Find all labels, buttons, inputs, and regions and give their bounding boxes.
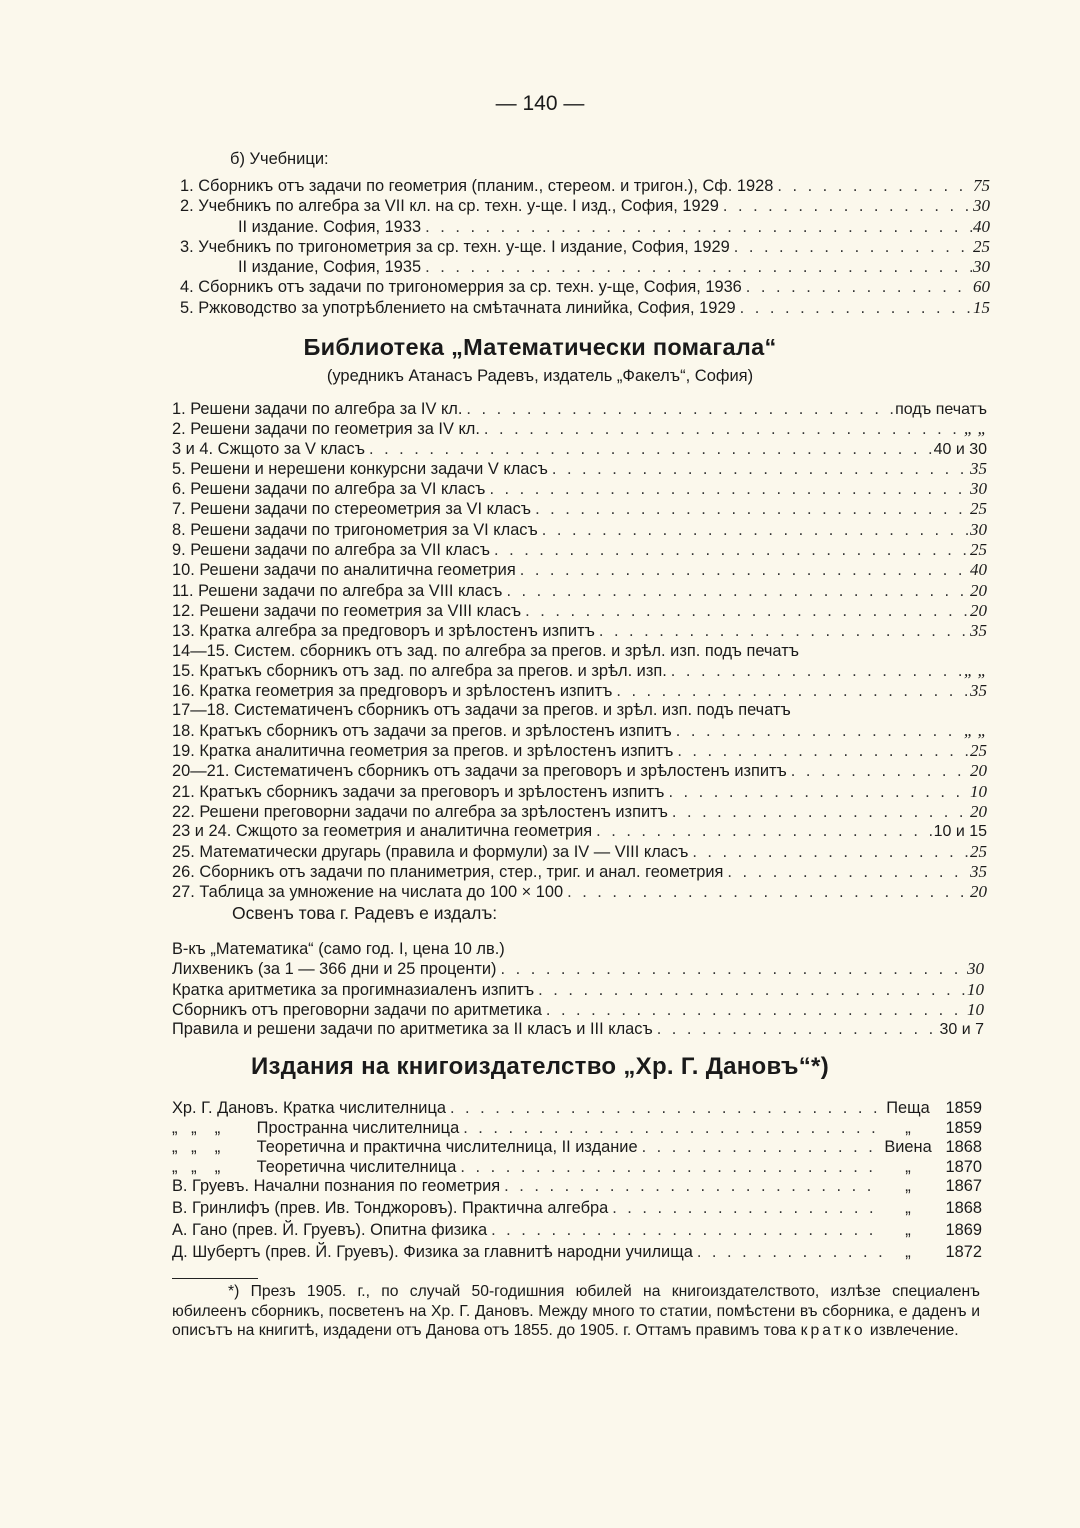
textbooks-item-value: 30	[973, 257, 990, 277]
textbooks-item	[180, 277, 990, 297]
textbooks-item	[180, 217, 990, 237]
leader-dots	[693, 1241, 882, 1263]
library-item	[172, 882, 987, 902]
library-item-text: 1. Решени задачи по алгебра за IV кл.	[172, 400, 463, 418]
danov-item-text: Хр. Г. Дановъ. Кратка числителница	[172, 1099, 446, 1117]
library-item-value: 25	[970, 741, 987, 761]
other-item-value: 10	[967, 979, 984, 999]
leader-dots	[516, 561, 970, 580]
leader-dots	[548, 460, 970, 479]
library-item-text: 14—15. Систем. сборникъ отъ зад. по алгебра за прегов. и зрѣл. изп. подъ печатъ	[172, 641, 799, 660]
library-item-text: 7. Решени задачи по стереометрия за VI класъ	[172, 500, 532, 519]
leader-dots	[653, 1020, 940, 1039]
leader-dots	[542, 1001, 967, 1020]
textbooks-item-text: II издание. София, 1933	[238, 217, 422, 236]
library-item	[172, 499, 987, 519]
library-item-value: 10 и 15	[933, 823, 987, 841]
danov-item-text: „ „ „ Теоретична числителница	[172, 1157, 457, 1176]
library-item	[172, 761, 987, 781]
leader-dots	[421, 218, 973, 237]
other-list	[172, 940, 984, 1039]
other-item	[172, 959, 984, 979]
library-item	[172, 862, 987, 882]
danov-item	[172, 1099, 982, 1119]
library-item	[172, 681, 987, 701]
danov-item-text: Д. Шубертъ (прев. Й. Груевъ). Физика за главнитѣ народни училища	[172, 1242, 693, 1261]
leader-dots	[521, 602, 970, 621]
library-list	[172, 400, 987, 902]
library-item	[172, 440, 987, 459]
other-item	[172, 1000, 984, 1020]
other-item-text: В-къ „Математика“ (само год. I, цена 10 лв.)	[172, 940, 505, 958]
library-title: Библиотека „Математически помагала“	[303, 334, 777, 360]
library-item-value: 40	[970, 560, 987, 580]
library-item	[172, 802, 987, 822]
leader-dots	[459, 1119, 882, 1139]
danov-item	[172, 1119, 982, 1139]
library-item-text: 11. Решени задачи по алгебра за VIII класъ	[172, 581, 503, 600]
textbooks-item	[180, 196, 990, 216]
leader-dots	[595, 622, 970, 641]
library-item-text: 21. Кратъкъ сборникъ задачи за преговоръ и зрѣлостенъ изпитъ	[172, 782, 665, 801]
library-item-value: 30	[970, 479, 987, 499]
leader-dots	[592, 822, 933, 841]
danov-item-year: 1868	[945, 1198, 982, 1217]
library-item-value: 20	[970, 761, 987, 781]
leader-dots	[673, 742, 970, 761]
leader-dots	[462, 400, 895, 419]
library-item	[172, 479, 987, 499]
library-item	[172, 842, 987, 862]
other-item-value: 10	[967, 999, 984, 1019]
library-item-text: 22. Решени преговорни задачи по алгебра за зрѣлостенъ изпитъ	[172, 802, 668, 821]
textbooks-item	[180, 237, 990, 257]
danov-item	[172, 1177, 982, 1197]
danov-item-place: Виена	[884, 1138, 932, 1156]
footnote-rule	[172, 1278, 258, 1279]
leader-dots	[502, 582, 970, 601]
danov-item-text: А. Гано (прев. Й. Груевъ). Опитна физика	[172, 1220, 488, 1239]
library-item-text: 13. Кратка алгебра за предговоръ и зрѣлостенъ изпитъ	[172, 622, 595, 641]
leader-dots	[773, 177, 973, 196]
leader-dots	[719, 197, 973, 216]
footnote-text-1: *) Презъ 1905. г., по случай 50-годишния юбилей на книгоиздателството, излѣзе специаленъ юбилеенъ сборникъ, посветенъ на Хр. Г. Дановъ. Между много то статии, помѣстени въ сборника, е даденъ и описътъ на книгитѣ, издадени отъ Данова отъ 1855. до 1905. г. Оттамъ правимъ това	[172, 1283, 980, 1339]
danov-item	[172, 1158, 982, 1178]
danov-item-place: „	[905, 1242, 911, 1261]
leader-dots	[668, 803, 970, 822]
danov-item	[172, 1219, 982, 1241]
footnote-spaced-word: кратко	[800, 1322, 866, 1339]
leader-dots	[688, 843, 970, 862]
leader-dots	[638, 1138, 882, 1158]
danov-item-text: В. Груевъ. Начални познания по геометрия	[172, 1177, 501, 1195]
danov-item-place: „	[905, 1118, 911, 1137]
library-item-value: 25	[970, 540, 987, 560]
leader-dots	[742, 278, 973, 297]
library-item-text: 2. Решени задачи по геометрия за IV кл.	[172, 420, 480, 439]
leader-dots	[485, 480, 970, 499]
library-item	[172, 782, 987, 802]
leader-dots	[563, 883, 970, 902]
library-item-value: „ „	[963, 720, 987, 740]
library-item	[172, 459, 987, 479]
library-item-text: 8. Решени задачи по тригонометрия за VI класъ	[172, 520, 538, 539]
library-item-text: 16. Кратка геометрия за предговоръ и зрѣлостенъ изпитъ	[172, 682, 613, 701]
textbooks-item-text: 5. Ржководство за употрѣблението на смѣтачната линийка, София, 1929	[180, 298, 736, 317]
textbooks-item-value: 15	[973, 297, 990, 317]
textbooks-item-text: 1. Сборникъ отъ задачи по геометрия (планим., стереом. и тригон.), Сф. 1928	[180, 177, 774, 195]
footnote	[172, 1282, 980, 1341]
leader-dots	[365, 440, 934, 459]
danov-item	[172, 1241, 982, 1263]
danov-item-text: „ „ „ Теоретична и практична числителница, II издание	[172, 1138, 638, 1156]
leader-dots	[421, 258, 973, 277]
leader-dots	[787, 762, 970, 781]
library-subtitle: (уредникъ Атанасъ Радевъ, издатель „Факелъ“, София)	[326, 367, 754, 385]
textbooks-item-text: 3. Учебникъ по тригонометрия за ср. техн. у-ще. I издание, София, 1929	[180, 237, 730, 256]
library-item	[172, 822, 987, 841]
textbooks-item	[180, 257, 990, 277]
leader-dots	[730, 238, 973, 257]
leader-dots	[608, 1197, 882, 1219]
library-item-text: 3 и 4. Сжщото за V класъ	[172, 439, 365, 458]
library-item-value: 20	[970, 580, 987, 600]
danov-item-year: 1870	[945, 1157, 982, 1176]
danov-item-year: 1859	[945, 1099, 982, 1117]
leader-dots	[487, 1219, 882, 1241]
leader-dots	[531, 500, 970, 519]
leader-dots	[667, 662, 964, 681]
library-item-text: 18. Кратъкъ сборникъ отъ задачи за прегов. и зрѣлостенъ изпитъ	[172, 721, 672, 740]
page-number: — 140 —	[495, 92, 585, 115]
textbooks-item-text: 4. Сборникъ отъ задачи по тригономеррия за ср. техн. у-ще, София, 1936	[180, 278, 742, 297]
leader-dots	[736, 299, 973, 318]
textbooks-item-text: 2. Учебникъ по алгебра за VII кл. на ср. техн. у-ще. I изд., София, 1929	[180, 197, 719, 216]
danov-item-year: 1867	[945, 1177, 982, 1195]
library-item-value: 10	[970, 781, 987, 801]
leader-dots	[480, 420, 964, 439]
library-item	[172, 642, 987, 661]
library-item-value: 20	[970, 801, 987, 821]
leader-dots	[538, 521, 970, 540]
leader-dots	[497, 960, 968, 979]
leader-dots	[612, 682, 970, 701]
library-item-value: 35	[970, 458, 987, 478]
danov-item-year: 1869	[945, 1220, 982, 1239]
library-item-value: 35	[970, 621, 987, 641]
textbooks-item-text: II издание, София, 1935	[238, 258, 422, 277]
library-item	[172, 540, 987, 560]
library-item	[172, 741, 987, 761]
other-item	[172, 1020, 984, 1039]
danov-title: Издания на книгоиздателство „Хр. Г. Дановъ“*)	[251, 1053, 829, 1080]
danov-item-year: 1859	[945, 1118, 982, 1137]
other-item-text: Кратка аритметика за прогимназиаленъ изпитъ	[172, 980, 535, 999]
leader-dots	[500, 1177, 882, 1197]
library-item-value: „ „	[963, 419, 987, 439]
leader-dots	[446, 1099, 882, 1119]
danov-item-text: „ „ „ Пространна числителница	[172, 1118, 460, 1137]
library-item	[172, 520, 987, 540]
library-item-text: 5. Решени и нерешени конкурсни задачи V класъ	[172, 459, 548, 478]
leader-dots	[490, 541, 970, 560]
danov-item-year: 1868	[945, 1138, 982, 1156]
danov-item-place: „	[905, 1177, 911, 1195]
textbooks-item	[180, 176, 990, 196]
library-item	[172, 701, 987, 720]
library-item	[172, 661, 987, 681]
other-item-value: 30	[967, 959, 984, 979]
library-item-value: 35	[970, 681, 987, 701]
library-item-text: 12. Решени задачи по геометрия за VIII класъ	[172, 601, 522, 620]
leader-dots	[664, 783, 970, 802]
other-item	[172, 980, 984, 1000]
danov-item-text: В. Гринлифъ (прев. Ив. Тонджоровъ). Практична алгебра	[172, 1198, 609, 1217]
library-item-text: 27. Таблица за умножение на числата до 100 × 100	[172, 883, 564, 902]
textbooks-item-value: 25	[973, 236, 990, 256]
leader-dots	[456, 1158, 882, 1178]
library-item-value: 40 и 30	[933, 440, 987, 458]
danov-item-place: „	[905, 1198, 911, 1217]
leader-dots	[723, 863, 970, 882]
textbooks-item-value: 40	[973, 216, 990, 236]
textbooks-item-value: 60	[973, 277, 990, 297]
library-item	[172, 419, 987, 439]
library-item-value: 30	[970, 519, 987, 539]
danov-item-place: „	[905, 1157, 911, 1176]
textbooks-item-value: 30	[973, 196, 990, 216]
library-item-value: 35	[970, 861, 987, 881]
library-item-text: 20—21. Систематиченъ сборникъ отъ задачи за преговоръ и зрѣлостенъ изпитъ	[172, 762, 787, 781]
library-item-value: 25	[970, 841, 987, 861]
library-item-text: 15. Кратъкъ сборникъ отъ зад. по алгебра за прегов. и зрѣл. изп.	[172, 661, 667, 680]
library-item-value: подъ печатъ	[895, 401, 987, 418]
leader-dots	[672, 722, 964, 741]
other-title: Освенъ това г. Радевъ е издалъ:	[232, 903, 498, 923]
footnote-text-2: извлечение.	[865, 1322, 959, 1339]
library-item	[172, 721, 987, 741]
library-item	[172, 601, 987, 621]
danov-item	[172, 1197, 982, 1219]
library-item	[172, 581, 987, 601]
library-item-text: 9. Решени задачи по алгебра за VII класъ	[172, 541, 490, 560]
leader-dots	[534, 981, 967, 1000]
library-item-text: 6. Решени задачи по алгебра за VI класъ	[172, 480, 486, 499]
library-item-text: 25. Математически другарь (правила и формули) за IV — VIII класъ	[172, 842, 689, 861]
library-item	[172, 560, 987, 580]
library-item-text: 17—18. Систематиченъ сборникъ отъ задачи за прегов. и зрѣл. изп. подъ печатъ	[172, 701, 791, 720]
textbooks-item-value: 75	[973, 176, 990, 195]
other-item-value: 30 и 7	[939, 1021, 984, 1039]
library-item	[172, 400, 987, 419]
library-item-text: 19. Кратка аналитична геометрия за прегов. и зрѣлостенъ изпитъ	[172, 742, 674, 761]
library-item-value: 20	[970, 882, 987, 902]
other-item-text: Лихвеникъ (за 1 — 366 дни и 25 проценти)	[172, 960, 497, 979]
textbooks-item	[180, 298, 990, 318]
library-item	[172, 621, 987, 641]
library-item-value: 20	[970, 600, 987, 620]
library-item-text: 26. Сборникъ отъ задачи по планиметрия, стер., триг. и анал. геометрия	[172, 862, 724, 881]
other-item-text: Правила и решени задачи по аритметика за II класъ и III класъ	[172, 1020, 653, 1039]
danov-item-place: Пеща	[886, 1099, 930, 1117]
danov-item-place: „	[905, 1220, 911, 1239]
library-item-value: 25	[970, 499, 987, 519]
danov-item	[172, 1138, 982, 1158]
other-item-text: Сборникъ отъ преговорни задачи по аритметика	[172, 1000, 542, 1019]
danov-item-year: 1872	[945, 1242, 982, 1261]
danov-list	[172, 1099, 982, 1263]
textbooks-title: б) Учебници:	[230, 150, 329, 168]
other-item	[172, 940, 984, 959]
library-item-text: 23 и 24. Сжщото за геометрия и аналитична геометрия	[172, 822, 593, 841]
library-item-text: 10. Решени задачи по аналитична геометрия	[172, 561, 516, 580]
library-item-value: „ „	[963, 660, 987, 680]
textbooks-list	[180, 176, 990, 318]
